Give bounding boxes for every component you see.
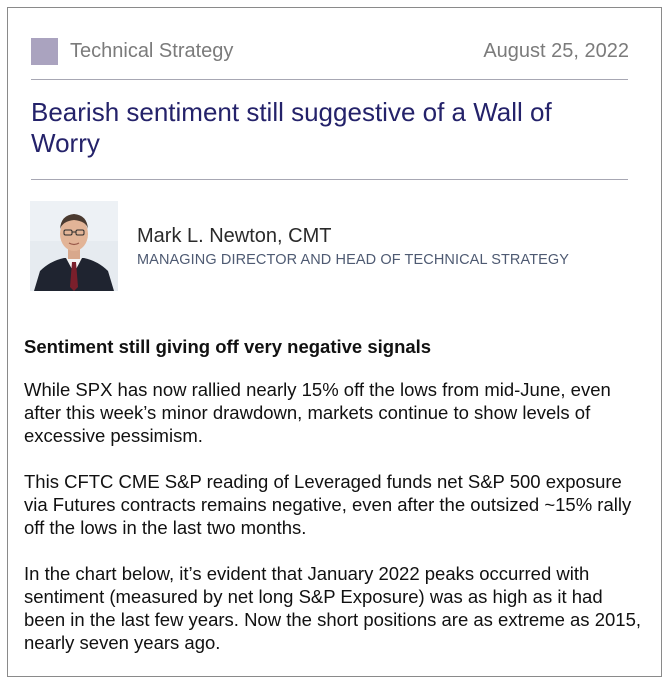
article-paragraph: This CFTC CME S&P reading of Leveraged funds net S&P 500 exposure via Futures contracts remains negative, even after the outsized ~15% rally off the lows in the last two months. [24, 471, 632, 538]
publication-date: August 25, 2022 [483, 40, 629, 62]
section-square-icon [31, 38, 58, 65]
article-paragraph: In the chart below, it’s evident that January 2022 peaks occurred with sentiment (measured by net long S&P Exposure) was as high as it had been in the last few years. Now the short positions are as extreme as 2015, nearly seven years ago. [24, 563, 641, 653]
author-photo [30, 201, 118, 291]
author-role: MANAGING DIRECTOR AND HEAD OF TECHNICAL STRATEGY [137, 252, 570, 268]
author-portrait-icon [30, 201, 118, 291]
author-name: Mark L. Newton, CMT [137, 225, 332, 247]
article-subheading: Sentiment still giving off very negative signals [24, 336, 432, 357]
header-divider [31, 79, 628, 80]
title-divider [31, 179, 628, 180]
article-title: Bearish sentiment still suggestive of a Wall of Worry [31, 97, 552, 158]
article-paragraph: While SPX has now rallied nearly 15% off the lows from mid-June, even after this week’s minor drawdown, markets continue to show levels of excessive pessimism. [24, 379, 611, 446]
section-label: Technical Strategy [70, 40, 234, 62]
document-header [31, 38, 629, 66]
